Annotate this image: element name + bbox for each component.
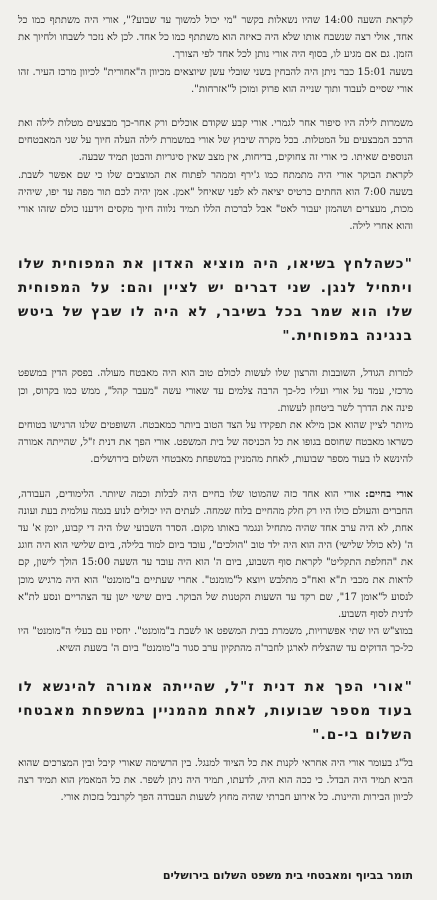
pull-quote-danit: "אורי הפך את דנית ז"ל, שהייתה אמורה להינשא לו בעוד מספר שבועות, לאחת מהמניין במשפחת מאבטחי השלום בי-ם." — [18, 678, 413, 743]
paragraph-security-guard: למרות הגודל, השובבות והרצון שלו לעשות לכולם טוב הוא היה מאבטח מעולה. בפסק הדין במשפט מרכזי, עמד על אורי ועליו כל-כך הרבה צלמים עד שאורי עשה "מעבר קהל", ממש כמו בקרוס, וכן פינה את הדרך לשר ביטחון לעשות. — [18, 368, 413, 414]
bio-text: אורי הוא אחד כזה שהמוטו שלו בחיים היה לבלות וכמה שיותר. הלימודים, העבודה, החברים והעולם כולו היו רק חלק מהחיים בלוח שמחה. לעתים היו יכולים לנוע בגמה עולמית בעת ועונה אחת, לא היה ערב אחד שהיה מתחיל ונגמר באותו מקום. הסדר השבועי שלו היה די קבוע, יומן א' עד ה' (לא כולל שלישי) היה הוא היה ילד טוב "הולכים", עובד ביום למוד בלילה, ביום שלישי הוא היה חוגג את "החלפת התקליט" לקראת סוף השבוע, ביום ה' הוא היה עובד עד השעה 15:00 הולך לישון, קם לראות את מכבי ת"א ואח"כ מתלבש ויוצא ל"מומנט". אחרי שעתיים ב"מומנט" הוא היה מרגיש מוכן לנסוע ל"אומן 17", שם רקד עד השעות הקטנות של הבוקר. ביום שישי ישן עד הצהריים ונסע לת"א לדנית לסוף השבוע. — [18, 488, 413, 621]
paragraph-shift-end: לקראת השעה 14:00 שהיו נשאלות בקשר "מי יכול למשוך עד שבוע?", אורי היה משתתף כמו כל אחד, אולי רצה שנשבח אותו שלא היה כאיזה הוא משתתף כמו כל אחד. לכן לא נזכר לשבחו ולחיוך את הזמן. גם אם מגיע לו, בסוף היה אורי נותן לכל אחד לפי הצורך. — [18, 15, 413, 61]
paragraph-role: מיותר לציין שהוא אכן מילא את תפקידו על הצד הטוב ביותר כמאבטח. השופטים שלנו הרגישו בטוחים כשראו מאבטח שחוסם בגופו את כל הכניסה של בית המשפט. אורי הפך את דנית ז"ל, שהייתה אמורה להינשא לו בעוד מספר שבועות, לאחת מהמניין במשפחת מאבטחי השלום בירושלים. — [18, 420, 413, 466]
paragraph-bio — [18, 486, 413, 624]
paragraph-morning: לקראת הבוקר אורי היה מתמתח כמו ג'ירף וממהר לפתוח את המוצבים שלו כי שם אפשר לשבת. בשעה 7:00 הוא החתים כרטיס יציאה לא לפני שאיחל "אמן. אמן יהיה לכם תור מפה עד יפו, שיהיה מכות, מעצרים ושהמזן יעבור לאט" אבל לברכות הללו תמיד נלווה חיוך מקסים וידענו כולם שזהו אורי והוא אחרי לילה. — [18, 169, 413, 233]
paragraph-night-shifts: משמרות לילה היו סיפור אחר לגמרי. אורי קבע שקודם אוכלים ורק אחר-כך מבצעים מטלות לילה ואת הרכב המבצעים על המטלות. בכל מקרה שיבוץ של אורי במשמרת לילה העלה חיוך על שני המאבטחים הנוספים שאיתו. כי אורי זה צחוקים, בדיחות, אין מצב שאין סיגריות והבטן תמיד שבעה. — [18, 118, 413, 164]
paragraph-saturday-night: במוצ"ש היו שתי אפשרויות, משמרת בבית המשפט או לשבת ב"מומנט". יחסיו עם בעלי ה"מומנט" היו כל-כך הדוקים עד שהצליח לארגן לחבר'ה מהתקיון ערב סגור ב"מומנט" ביום ה' בשעת השיא. — [18, 626, 413, 655]
pull-quote-harmonica: "כשהלחץ בשיאו, היה מוציא האדון את המפוחית שלו ויתחיל לנגן. שני דברים יש לציין והם: על המפוחית שלו הוא שמר בכל בשיבר, לא היה לו שבץ של ביטש בנגינה במפוחית." — [18, 256, 413, 345]
paragraph-leaving-work: בשעה 15:01 כבר ניתן היה להבחין בשני שובלי עשן שיוצאים מכיוון ה"אחורית" לכיוון מרכז העיר. זהו אורי שסיים לעבוד ותוך שנייה הוא פרוק ומוכן ל"אזרחות". — [18, 66, 413, 95]
bio-lead-label: אורי בחיים: — [365, 488, 413, 500]
signature: תומר בביוף ומאבטחי בית משפט השלום בירושלים — [162, 869, 413, 882]
paragraph-lag-baomer: בל"ג בעומר אורי היה אחראי לקנות את כל הציוד למנגל. בין הרשימה שאורי קיבל ובין המצרכים שהוא הביא תמיד היה הבדל. כי ככה הוא היה, לדעתו, תמיד היה ניתן לשפר. את כל המאמץ הוא תמיד רצה לכיוון הבירות והיינות. כל אירוע חברתי שהיה מחוץ לשעות העבודה הפך לקרנבל בזכות אורי. — [18, 757, 413, 804]
